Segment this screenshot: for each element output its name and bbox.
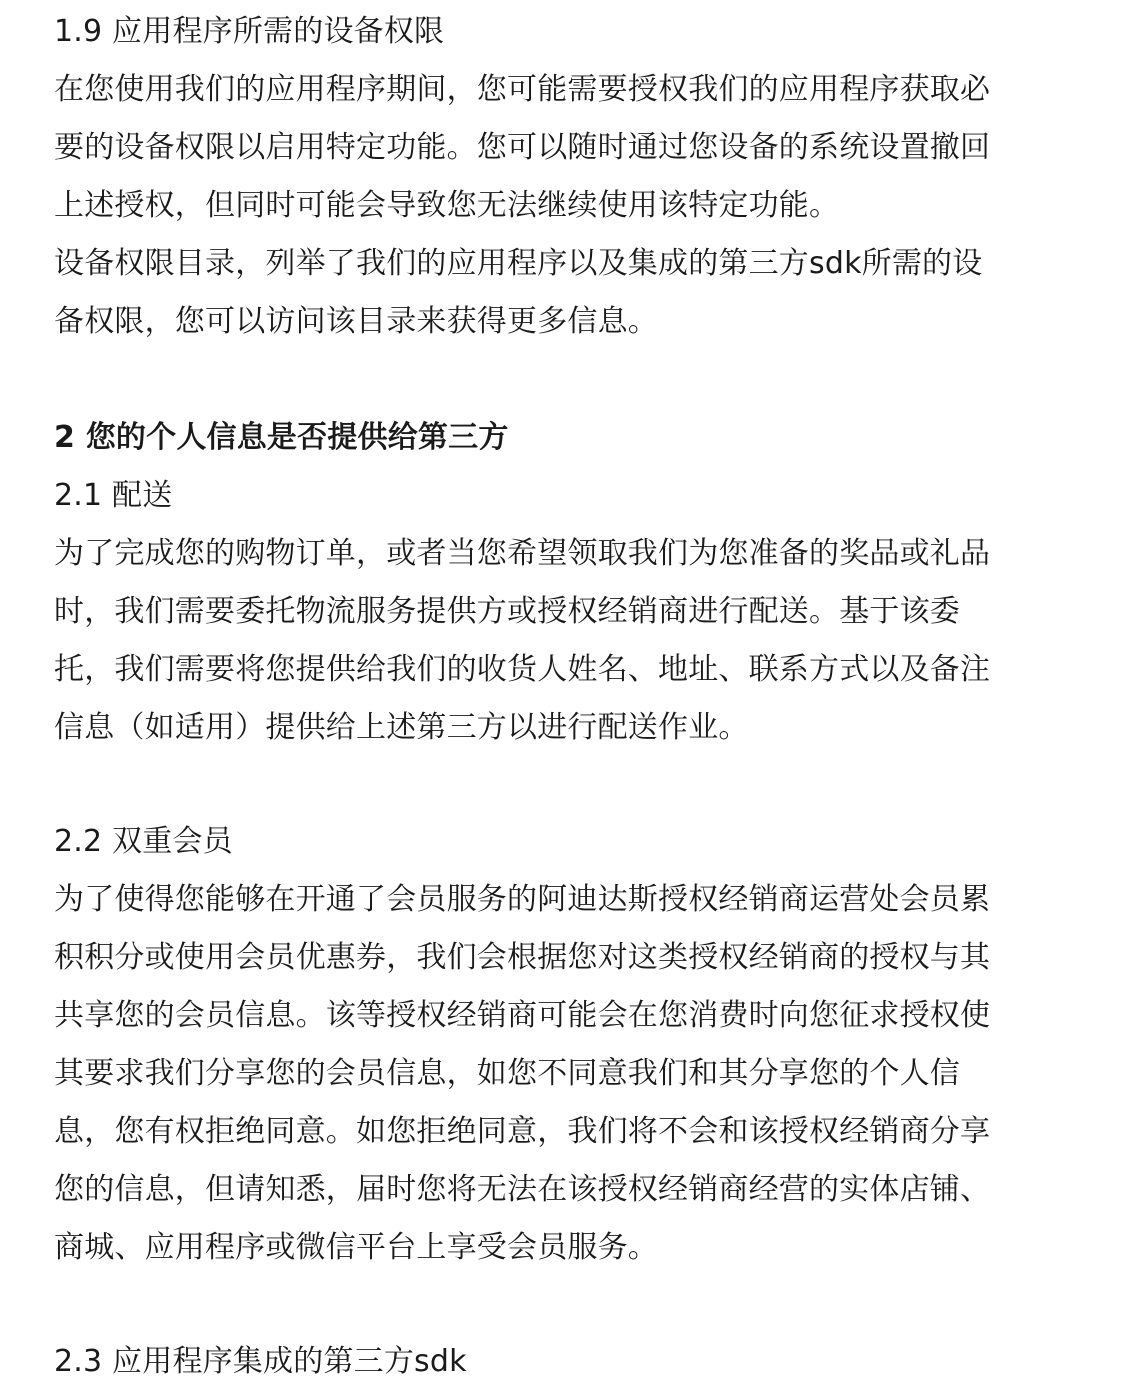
paragraph-line: 息，您有权拒绝同意。如您拒绝同意，我们将不会和该授权经销商分享	[54, 1114, 991, 1149]
paragraph-line: 要的设备权限以启用特定功能。您可以随时通过您设备的系统设置撤回	[54, 130, 991, 165]
paragraph-line: 为了完成您的购物订单，或者当您希望领取我们为您准备的奖品或礼品	[54, 536, 991, 571]
paragraph-line: 信息（如适用）提供给上述第三方以进行配送作业。	[54, 710, 749, 745]
section-2-title: 2 您的个人信息是否提供给第三方	[54, 420, 509, 455]
section-1-9-title: 1.9 应用程序所需的设备权限	[54, 14, 445, 49]
paragraph-line: 在您使用我们的应用程序期间，您可能需要授权我们的应用程序获取必	[54, 72, 991, 107]
paragraph-line: 为了使得您能够在开通了会员服务的阿迪达斯授权经销商运营处会员累	[54, 882, 991, 917]
paragraph-line: 您的信息，但请知悉，届时您将无法在该授权经销商经营的实体店铺、	[54, 1172, 991, 1207]
section-2-3-title: 2.3 应用程序集成的第三方sdk	[54, 1344, 467, 1379]
paragraph-line: 其要求我们分享您的会员信息，如您不同意我们和其分享您的个人信	[54, 1056, 960, 1091]
paragraph-line: 共享您的会员信息。该等授权经销商可能会在您消费时向您征求授权使	[54, 998, 991, 1033]
paragraph-line: 时，我们需要委托物流服务提供方或授权经销商进行配送。基于该委	[54, 594, 960, 629]
paragraph-line: 积积分或使用会员优惠券，我们会根据您对这类授权经销商的授权与其	[54, 940, 991, 975]
paragraph-line: 托，我们需要将您提供给我们的收货人姓名、地址、联系方式以及备注	[54, 652, 991, 687]
section-2-2-title: 2.2 双重会员	[54, 824, 233, 859]
paragraph-line: 上述授权，但同时可能会导致您无法继续使用该特定功能。	[54, 188, 840, 223]
paragraph-line: 备权限，您可以访问该目录来获得更多信息。	[54, 304, 658, 339]
section-2-1-title: 2.1 配送	[54, 478, 173, 513]
paragraph-line: 商城、应用程序或微信平台上享受会员服务。	[54, 1230, 658, 1265]
paragraph-line: 设备权限目录，列举了我们的应用程序以及集成的第三方sdk所需的设	[54, 246, 983, 281]
